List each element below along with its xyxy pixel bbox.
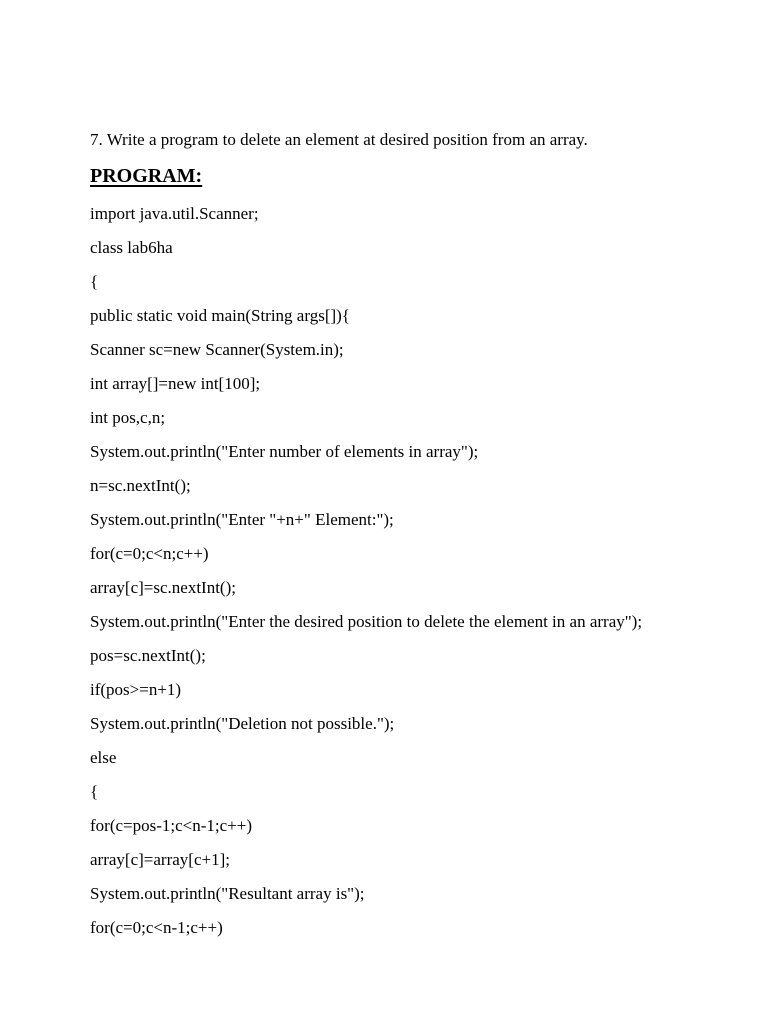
program-heading: PROGRAM:	[90, 165, 203, 187]
code-line: System.out.println("Resultant array is");	[90, 884, 365, 903]
code-line: public static void main(String args[]){	[90, 306, 350, 325]
code-line: for(c=0;c<n;c++)	[90, 544, 209, 563]
code-line: int pos,c,n;	[90, 408, 166, 427]
code-line: pos=sc.nextInt();	[90, 646, 206, 665]
code-line: n=sc.nextInt();	[90, 476, 191, 495]
code-line: array[c]=sc.nextInt();	[90, 578, 236, 597]
code-line: {	[90, 782, 99, 801]
code-listing	[90, 197, 642, 945]
code-line: System.out.println("Deletion not possible.");	[90, 714, 395, 733]
code-line: int array[]=new int[100];	[90, 374, 261, 393]
code-line: {	[90, 272, 99, 291]
code-line: Scanner sc=new Scanner(System.in);	[90, 340, 344, 359]
code-line: for(c=0;c<n-1;c++)	[90, 918, 223, 937]
code-line: import java.util.Scanner;	[90, 204, 259, 223]
code-line: array[c]=array[c+1];	[90, 850, 230, 869]
code-line: class lab6ha	[90, 238, 173, 257]
code-line: System.out.println("Enter "+n+" Element:");	[90, 510, 394, 529]
code-line: System.out.println("Enter the desired position to delete the element in an array");	[90, 612, 643, 631]
code-line: for(c=pos-1;c<n-1;c++)	[90, 816, 253, 835]
code-line: else	[90, 748, 117, 767]
code-line: if(pos>=n+1)	[90, 680, 182, 699]
question-text: 7. Write a program to delete an element at desired position from an array.	[90, 130, 588, 149]
code-line: System.out.println("Enter number of elements in array");	[90, 442, 479, 461]
